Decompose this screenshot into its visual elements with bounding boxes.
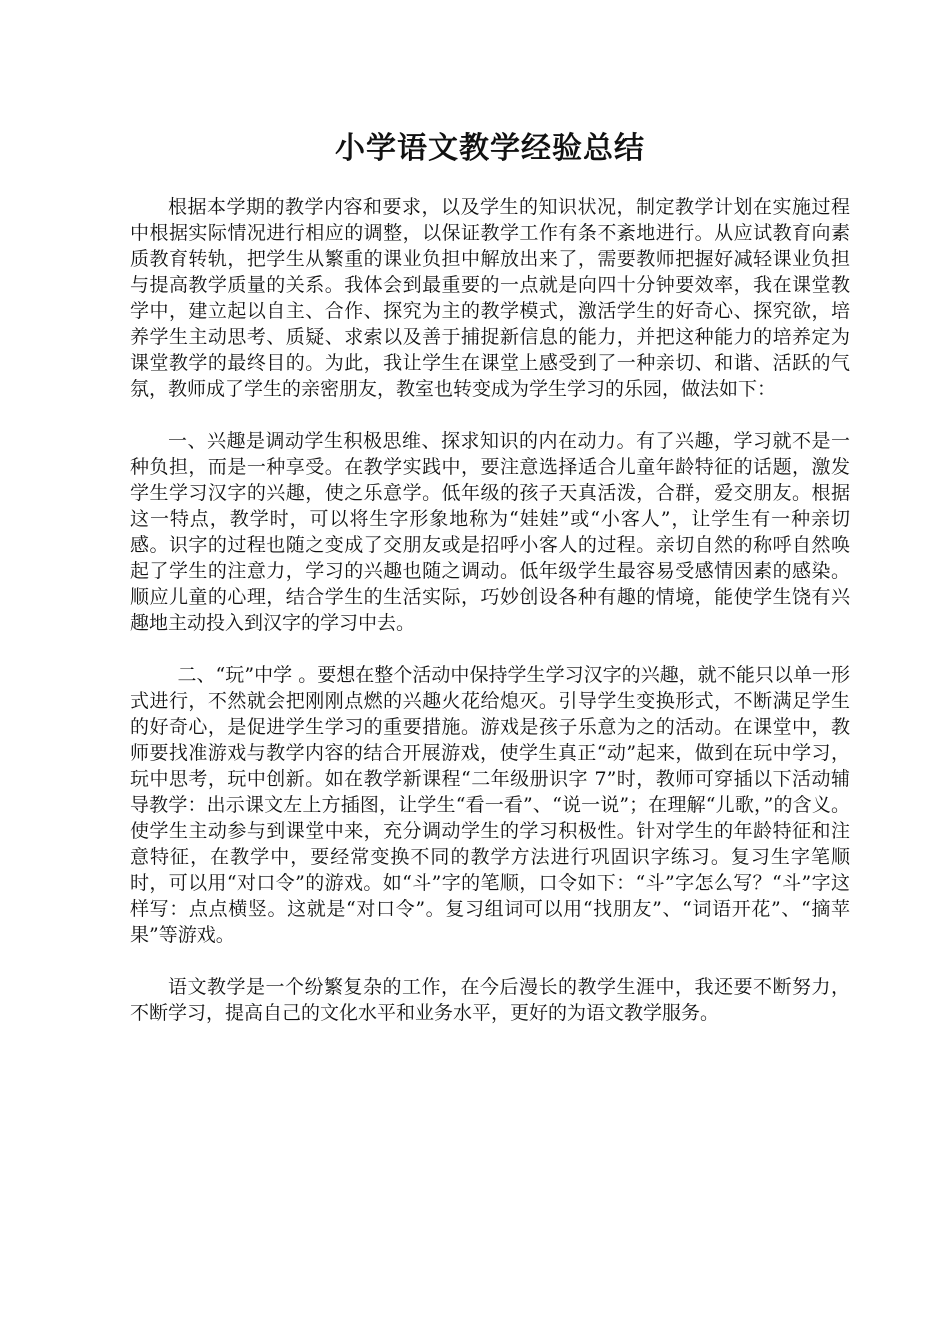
paragraph-play-learning: 二、“玩”中学 。要想在整个活动中保持学生学习汉字的兴趣，就不能只以单一形式进行，不然就会把刚刚点燃的兴趣火花给熄灭。引导学生变换形式，不断满足学生的好奇心，是促进学生学习的重要措施。游戏是孩子乐意为之的活动。在课堂中，教师要找准游戏与教学内容的结合开展游戏，使学生真正“动”起来，做到在玩中学习，玩中思考，玩中创新。如在教学新课程“二年级册识字 7”时，教师可穿插以下活动辅导教学：出示课文左上方插图，让学生“看一看”、“说一说”；在理解“儿歌，”的含义。使学生主动参与到课堂中来，充分调动学生的学习积极性。针对学生的年龄特征和注意特征，在教学中，要经常变换不同的教学方法进行巩固识字练习。复习生字笔顺时，可以用“对口令”的游戏。如“斗”字的笔顺，口令如下：“斗”字怎么写？“斗”字这样写：点点横竖。这就是“对口令”。复习组词可以用“找朋友”、“词语开花”、“摘苹果”等游戏。 <box>130 664 850 946</box>
paragraph-interest: 一、兴趣是调动学生积极思维、探求知识的内在动力。有了兴趣，学习就不是一种负担，而是一种享受。在教学实践中，要注意选择适合儿童年龄特征的话题，激发学生学习汉字的兴趣，使之乐意学。低年级的孩子天真活泼，合群，爱交朋友。根据这一特点，教学时，可以将生字形象地称为“娃娃”或“小客人”，让学生有一种亲切感。识字的过程也随之变成了交朋友或是招呼小客人的过程。亲切自然的称呼自然唤起了学生的注意力，学习的兴趣也随之调动。低年级学生最容易受感情因素的感染。顺应儿童的心理，结合学生的生活实际，巧妙创设各种有趣的情境，能使学生饶有兴趣地主动投入到汉字的学习中去。 <box>130 430 850 634</box>
document-body <box>130 194 850 1052</box>
paragraph-intro: 根据本学期的教学内容和要求，以及学生的知识状况，制定教学计划在实施过程中根据实际情况进行相应的调整，以保证教学工作有条不紊地进行。从应试教育向素质教育转轨，把学生从繁重的课业负担中解放出来了，需要教师把握好减轻课业负担与提高教学质量的关系。我体会到最重要的一点就是向四十分钟要效率，我在课堂教学中，建立起以自主、合作、探究为主的教学模式，激活学生的好奇心、探究欲，培养学生主动思考、质疑、求索以及善于捕捉新信息的能力，并把这种能力的培养定为课堂教学的最终目的。为此，我让学生在课堂上感受到了一种亲切、和谐、活跃的气氛，教师成了学生的亲密朋友，教室也转变成为学生学习的乐园，做法如下： <box>130 196 850 400</box>
document-title: 小学语文教学经验总结 <box>335 131 645 166</box>
paragraph-conclusion: 语文教学是一个纷繁复杂的工作，在今后漫长的教学生涯中，我还要不断努力，不断学习，提高自己的文化水平和业务水平，更好的为语文教学服务。 <box>130 976 850 1024</box>
